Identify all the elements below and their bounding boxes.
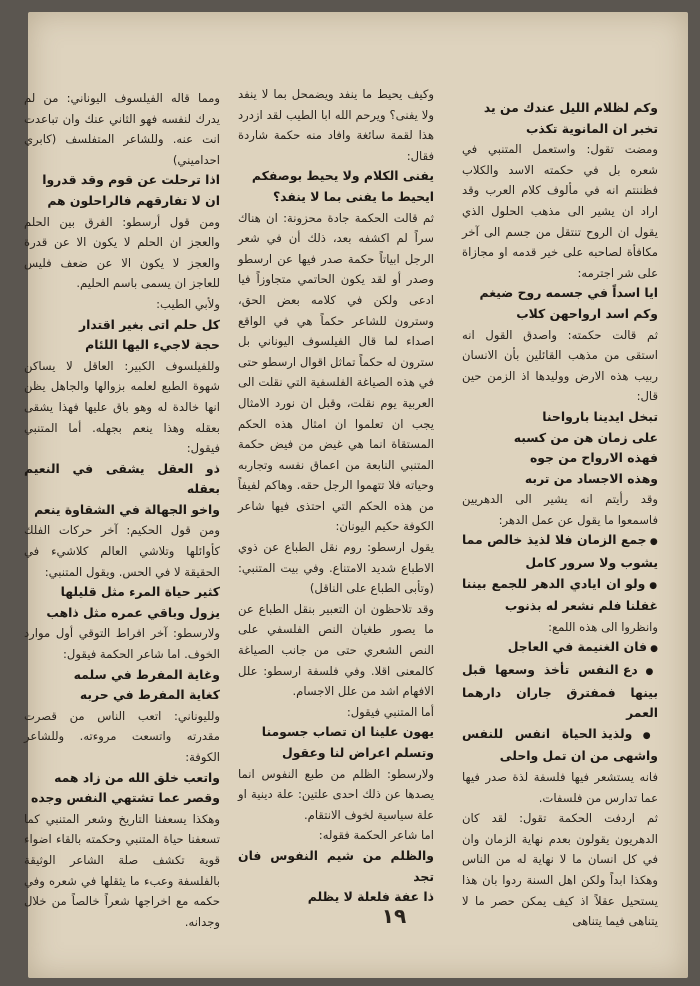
poem-verse: ذو العقل يشقى في النعيم بعقله bbox=[24, 460, 220, 497]
poem-verse: ايحيط ما يفنى بما لا ينفد؟ bbox=[272, 188, 434, 204]
poem-verse: يزول وباقي عمره مثل ذاهب bbox=[46, 604, 220, 620]
poem-verse: يهون علينا ان تصاب جسومنا bbox=[261, 724, 434, 740]
paragraph: وقد رأيتم انه يشير الى الدهريين فاسمعوا ما يقول عن عمل الدهر: bbox=[462, 492, 658, 527]
paragraph: ولليوناني: اتعب الناس من قصرت مقدرته واتسعت مروءته. وللشاعر الكوفة: bbox=[24, 708, 220, 764]
paragraph: اما شاعر الحكمة فقوله: bbox=[318, 828, 434, 843]
paragraph: ومضت تقول: واستعمل المتنبي في شعره بل في حكمته الاسد والكلاب فظننتم انه في مألوف كلام العرب وقد اراد ان يشير الى مذهب الحلول الذي يقول ان الروح تنتقل من جسم الى آخر مكافأة لصاحبه على خير قدمه او مجازاة على شر اجترمه: bbox=[462, 142, 658, 280]
poem-verse: تبخل ايدينا بارواحنا bbox=[542, 408, 658, 424]
column-left bbox=[24, 88, 220, 932]
bullet-verse: ● دع النفس تأخذ وسعها قبل بينها فمفترق جاران دارهما العمر bbox=[462, 660, 658, 724]
paragraph: وانظروا الى هذه اللمع: bbox=[548, 619, 658, 634]
paragraph: ولارسطو: آخر افراط التوقي أول موارد الخوف. اما شاعر الحكمة فيقول: bbox=[24, 626, 220, 662]
column-right bbox=[462, 98, 658, 932]
paragraph: ثم قالت الحكمة جادة محزونة: ان هناك سراً لم اكشفه بعد، ذلك أن في شعر الرجل ابياتاً حكمة صدر فيها عن ارسطو وصدر أو لقد يكون الحاتمي متجاوزاً فيا ادعى ولكن في كلامه بعض الحق، وسترون للشاعر حكماً هي في الواقع اصداء لما قال الفيلسوف اليوناني بل سترون له حكماً تماثل اقوال ارسطو حتى في هذه الصياغة الفلسفية التي نقلت الى العربية يوم نقلت، وقبل ان نورد الامثال يجب ان تعلموا ان امثال هذه الحكم المستقاة انما هي غيض من فيض حكمة المتنبي النابعة من اعماق نفسه وتجاربه وحياته فلا تتهموا الرجل حقه. وهاكم لفيفاً من هذه الحكم التي احتذى فيها شاعر الكوفة حكيم اليونان: bbox=[238, 210, 434, 534]
poem-verse: كغاية المفرط في حربه bbox=[79, 687, 220, 703]
poem-verse: وكم لظلام الليل عندك من يد bbox=[483, 100, 658, 115]
paragraph: ثم قالت حكمته: واصدق القول انه استقى من مذهب القائلين بأن الانسان ربيب هذه الارض ووليدها اذ الزمن حين قال: bbox=[462, 327, 658, 404]
poem-verse: اذا ترحلت عن قوم وقد قدروا bbox=[42, 172, 220, 188]
paragraph: ولأبي الطيب: bbox=[156, 296, 220, 311]
poem-verse: واخو الجهالة في الشقاوة ينعم bbox=[34, 501, 220, 517]
paragraph: وللفيلسوف الكبير: العاقل لا يساكن شهوة الطبع لعلمه بزوالها والجاهل يظن انها خالدة له وهو باق عليها فهذا يشقى بعقله وهذا ينعم بجهله. أما المتنبي فيقول: bbox=[24, 358, 220, 456]
poem-verse: وقصر عما تشتهي النفس وجده bbox=[31, 790, 220, 806]
poem-verse: كثير حياة المرء مثل قليلها bbox=[60, 584, 220, 600]
paragraph: ثم اردفت الحكمة تقول: لقد كان الدهريون يقولون بعدم نهاية الزمان وان في كل انسان ما لا نهاية له من الناس وهكذا ابداً ولكن اهل السنة ردوا بان هذا يستحيل عقلاً اذ كيف يمكن حصر ما لا يتناهى فيما يتناهى bbox=[462, 811, 658, 929]
poem-verse: ايا اسداً في جسمه روح ضيغم bbox=[479, 285, 658, 301]
poem-verse: والظلم من شيم النفوس فان تجد bbox=[238, 847, 434, 884]
poem-verse: وغاية المفرط في سلمه bbox=[73, 666, 220, 682]
paragraph: ومن قول أرسطو: الفرق بين الحلم والعجز ان الحلم لا يكون الا عن قدرة والعجز لا يكون الا عن ضعف فليس للعاجز ان يسمى باسم الحليم. bbox=[24, 214, 220, 291]
paragraph: يقول ارسطو: روم نقل الطباع عن ذوي الاطباع شديد الامتناع. وفي بيت المتنبي: (وتأبى الطباع على الناقل) bbox=[238, 540, 434, 596]
column-middle bbox=[238, 84, 434, 908]
paragraph: وكيف يحيط ما ينفد ويضمحل بما لا ينفد ولا يفنى؟ ويرحم الله ابا الطيب لقد ازدرد هذا لقمة سائغة وافاد منه حكمة شاردة فقال: bbox=[238, 87, 434, 163]
page-number: ١٩ bbox=[381, 904, 407, 928]
paragraph: أما المتنبي فيقول: bbox=[346, 704, 434, 719]
paragraph: ولارسطو: الظلم من طبع النفوس انما يصدها عن ذلك احدى علتين: علة دينية او علة سياسية لخوف الانتقام. bbox=[238, 766, 434, 822]
magazine-page bbox=[24, 12, 688, 978]
poem-verse: ان لا تفارقهم فالراحلون هم bbox=[47, 192, 220, 208]
paragraph: وهكذا يسعفنا التاريخ وشعر المتنبي كما تسعفنا حياة المتنبي وحكمته بالقاء اضواء قوية تكشف صلة الشاعر الوثيقة بالفلسفة وعبء ما يثقلها في شعره وفي حكمه مع اخراجها شعراً خالصاً من خلال وجدانه. bbox=[24, 811, 220, 929]
poem-verse: وتسلم اعراض لنا وعقول bbox=[282, 745, 434, 760]
bullet-verse: ● فان الغنيمة في العاجل bbox=[462, 637, 658, 660]
paragraph: فانه يستشعر فيها فلسفة لذة صدر فيها عما تدارس من فلسفات. bbox=[462, 770, 658, 805]
poem-verse: واتعب خلق الله من زاد همه bbox=[54, 769, 220, 785]
poem-verse: وكم اسد ارواحهن كلاب bbox=[516, 305, 658, 321]
bullet-verse: ● ولذيذ الحياة انفس للنفس واشهى من ان تمل واحلى bbox=[462, 724, 658, 767]
poem-verse: تخبر ان المانوية تكذب bbox=[525, 120, 658, 136]
paragraph: ومن قول الحكيم: آخر حركات الفلك كأوائلها وتلاشي العالم كلاشيء في الحقيقة لا في الحس. ويقول المتنبي: bbox=[24, 523, 220, 579]
poem-verse: حجة لاجيء اليها اللئام bbox=[85, 337, 220, 353]
poem-verse: كل حلم اتى بغير اقتدار bbox=[78, 316, 220, 332]
poem-verse: على زمان هن من كسبه bbox=[513, 429, 658, 445]
paragraph: ومما قاله الفيلسوف اليوناني: من لم يدرك لنفسه فهو الثاني عنك وان تباعدت انت عنه. وللشاعر المتفلسف (كابري احداميني) bbox=[24, 91, 220, 167]
bullet-verse: ● جمع الزمان فلا لذيذ خالص مما يشوب ولا سرور كامل bbox=[462, 530, 658, 573]
poem-verse: ذا عفة فلعلة لا يظلم bbox=[307, 889, 434, 905]
poem-verse: فهذه الارواح من جوه bbox=[529, 450, 658, 466]
bullet-verse: ● ولو ان ايادي الدهر للجمع بيننا غفلنا فلم نشعر له بذنوب bbox=[462, 574, 658, 617]
poem-verse: وهذه الاجساد من تربه bbox=[524, 470, 658, 486]
poem-verse: يفنى الكلام ولا يحيط بوصفكم bbox=[251, 168, 434, 184]
paragraph: وقد تلاحظون ان التعبير بنقل الطباع عن ما يصور طغيان النص الفلسفي على النص الشعري حتى من جانب الصياغة كالمعنى اقلا. وفي فلسفة ارسطو: علل الافهام اشد من علل الاجسام. bbox=[238, 601, 434, 699]
